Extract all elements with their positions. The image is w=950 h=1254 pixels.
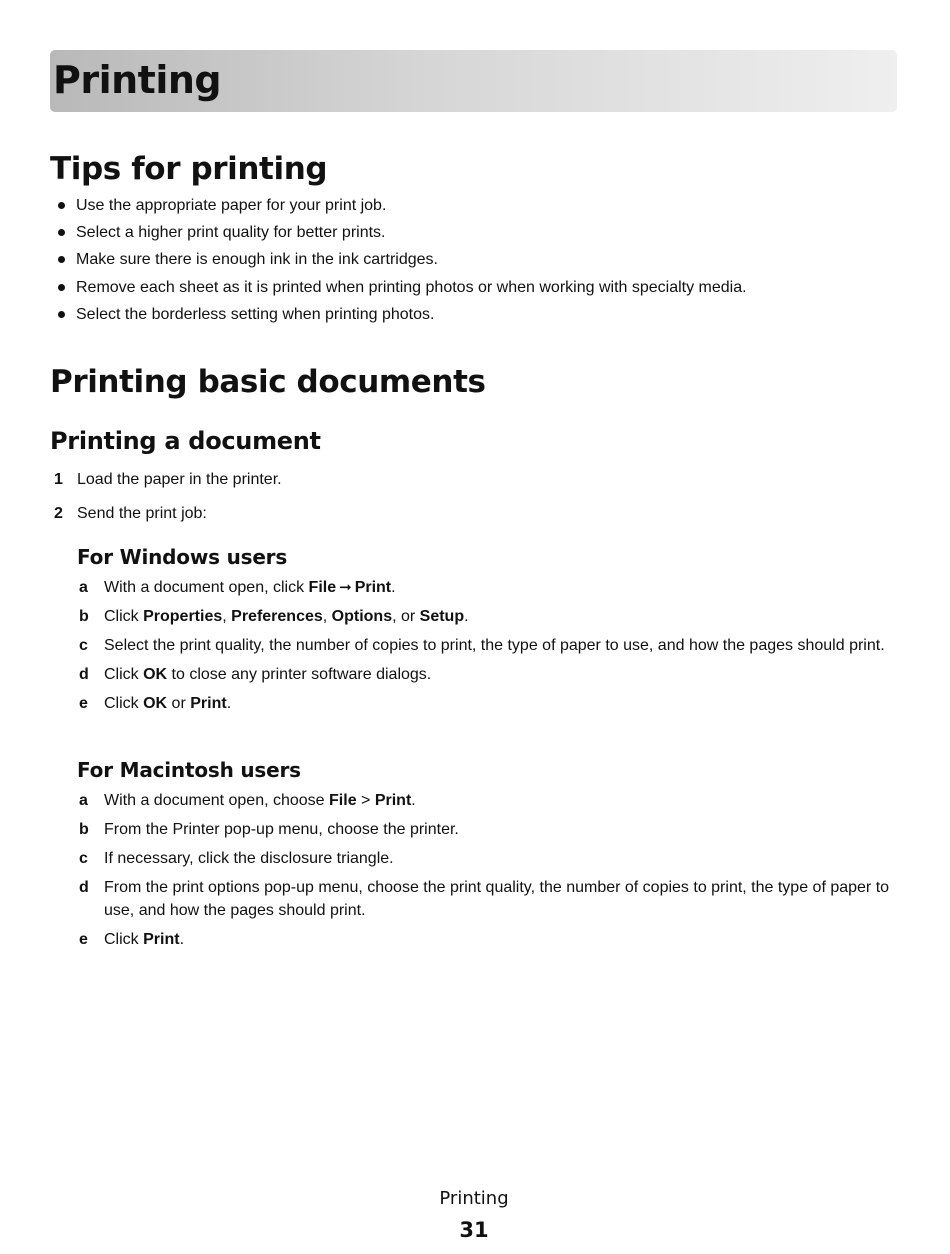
arrow-right-icon: ➞ bbox=[339, 579, 352, 596]
step-text: Click bbox=[104, 666, 144, 683]
button-ok: OK bbox=[143, 666, 168, 683]
macintosh-users-heading: For Macintosh users bbox=[77, 758, 301, 782]
page-number: 31 bbox=[459, 1218, 489, 1242]
basic-documents-heading: Printing basic documents bbox=[50, 364, 486, 400]
separator: , bbox=[222, 608, 232, 625]
button-print: Print bbox=[143, 930, 180, 948]
list-item bbox=[56, 221, 916, 248]
step-text-end: . bbox=[391, 579, 396, 596]
menu-file: File bbox=[329, 792, 357, 809]
bullet-icon bbox=[58, 229, 65, 236]
step-letter: e bbox=[79, 695, 88, 712]
list-item bbox=[56, 248, 916, 275]
list-item bbox=[77, 693, 897, 716]
button-ok: OK bbox=[143, 695, 168, 712]
chapter-header-bar bbox=[50, 50, 897, 112]
step-text-end: . bbox=[179, 930, 185, 948]
step-text: With a document open, choose bbox=[104, 792, 330, 809]
list-item bbox=[77, 606, 897, 629]
step-text-end: to close any printer software dialogs. bbox=[167, 666, 432, 683]
bullet-icon bbox=[58, 311, 65, 318]
option-options: Options bbox=[331, 608, 393, 625]
chapter-title: Printing bbox=[53, 58, 222, 102]
step-text-end: . bbox=[226, 695, 232, 712]
step-text: Load the paper in the printer. bbox=[77, 471, 282, 488]
step-letter: d bbox=[79, 666, 89, 683]
tips-list bbox=[56, 194, 916, 330]
list-item bbox=[50, 468, 910, 502]
list-item bbox=[77, 819, 897, 842]
step-text: With a document open, click bbox=[104, 579, 309, 596]
list-item bbox=[77, 877, 897, 922]
step-number: 1 bbox=[54, 471, 63, 488]
tip-text: Remove each sheet as it is printed when printing photos or when working with specialty media. bbox=[76, 278, 747, 296]
step-text: Click bbox=[104, 695, 144, 712]
tip-text: Select the borderless setting when printing photos. bbox=[76, 305, 435, 323]
list-item bbox=[56, 303, 916, 330]
step-text: From the Printer pop-up menu, choose the printer. bbox=[104, 821, 459, 838]
step-letter: b bbox=[79, 608, 89, 625]
step-text-end: . bbox=[464, 608, 469, 625]
list-item bbox=[77, 664, 897, 687]
separator: , bbox=[322, 608, 332, 625]
step-text: Click bbox=[104, 930, 144, 948]
menu-print: Print bbox=[354, 579, 392, 596]
menu-file: File bbox=[308, 579, 337, 596]
footer-section-label: Printing bbox=[439, 1188, 509, 1209]
step-text: If necessary, click the disclosure triangle. bbox=[104, 850, 394, 867]
step-letter: c bbox=[79, 850, 88, 867]
step-text-end: . bbox=[411, 792, 416, 809]
separator: , or bbox=[392, 608, 420, 625]
list-item bbox=[77, 635, 897, 658]
printing-a-document-heading: Printing a document bbox=[50, 427, 321, 455]
button-print: Print bbox=[190, 695, 227, 712]
list-item bbox=[77, 929, 897, 952]
bullet-icon bbox=[58, 202, 65, 209]
step-text: From the print options pop-up menu, choose the print quality, the number of copies to print, the type of paper to use, and how the pages should print. bbox=[104, 879, 890, 919]
list-item bbox=[77, 790, 897, 813]
step-letter: c bbox=[79, 637, 88, 654]
list-item bbox=[77, 577, 897, 600]
menu-print: Print bbox=[374, 792, 412, 809]
option-setup: Setup bbox=[419, 608, 465, 625]
step-letter: d bbox=[79, 879, 89, 896]
separator: > bbox=[356, 792, 375, 809]
bullet-icon bbox=[58, 284, 65, 291]
tip-text: Use the appropriate paper for your print job. bbox=[76, 197, 387, 214]
step-text: Click bbox=[104, 608, 144, 625]
option-properties: Properties bbox=[143, 608, 223, 625]
step-letter: e bbox=[79, 930, 88, 948]
step-letter: a bbox=[79, 579, 88, 596]
step-text: Send the print job: bbox=[77, 504, 207, 522]
bullet-icon bbox=[58, 256, 65, 263]
separator: or bbox=[167, 695, 191, 712]
tip-text: Select a higher print quality for better prints. bbox=[76, 224, 386, 242]
step-number: 2 bbox=[54, 504, 63, 522]
tip-text: Make sure there is enough ink in the ink cartridges. bbox=[76, 251, 438, 269]
option-preferences: Preferences bbox=[231, 608, 323, 625]
list-item bbox=[50, 502, 910, 536]
list-item bbox=[77, 848, 897, 871]
steps-list bbox=[50, 468, 910, 535]
windows-users-heading: For Windows users bbox=[77, 545, 288, 569]
windows-steps-list bbox=[77, 577, 897, 722]
list-item bbox=[56, 194, 916, 221]
list-item bbox=[56, 276, 916, 303]
step-letter: b bbox=[79, 821, 89, 838]
step-text: Select the print quality, the number of copies to print, the type of paper to use, and how the pages should print. bbox=[104, 637, 885, 654]
step-letter: a bbox=[79, 792, 88, 809]
tips-heading: Tips for printing bbox=[50, 151, 328, 187]
macintosh-steps-list bbox=[77, 790, 897, 958]
